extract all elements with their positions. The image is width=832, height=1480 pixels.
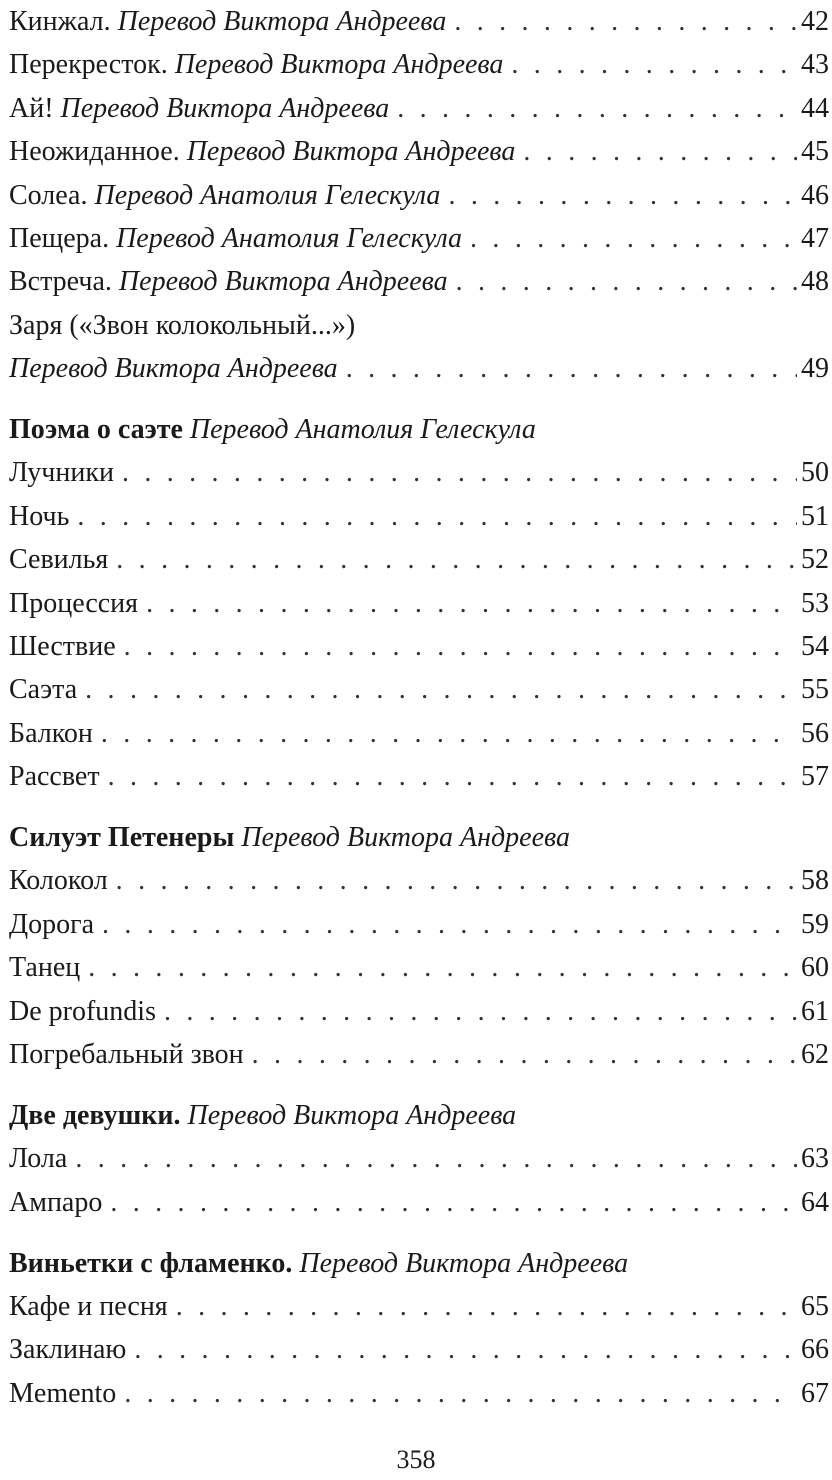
entry-title-group xyxy=(9,451,114,494)
toc-entry xyxy=(9,582,829,625)
dot-leader xyxy=(146,582,797,625)
dot-leader xyxy=(108,755,797,798)
section-heading xyxy=(9,1242,829,1285)
dot-leader xyxy=(134,1328,797,1371)
toc-entry xyxy=(9,451,829,494)
section-translator: Перевод Виктора Андреева xyxy=(187,1099,517,1131)
entry-title-group xyxy=(9,130,515,173)
entry-page-number: 50 xyxy=(801,457,829,489)
entry-title: Лучники xyxy=(9,457,114,489)
entry-page-number: 57 xyxy=(801,761,829,793)
dot-leader xyxy=(124,625,797,668)
toc-entry xyxy=(9,217,829,260)
toc-entry xyxy=(9,174,829,217)
entry-title: Неожиданное. xyxy=(9,136,180,168)
toc-entry xyxy=(9,347,829,390)
toc-entry xyxy=(9,130,829,173)
entry-title: Кафе и песня xyxy=(9,1290,168,1322)
dot-leader xyxy=(454,0,797,43)
dot-leader xyxy=(124,1372,797,1415)
dot-leader xyxy=(116,859,797,902)
entry-page-number: 53 xyxy=(801,587,829,619)
dot-leader xyxy=(122,451,797,494)
toc-entry xyxy=(9,625,829,668)
toc-entry xyxy=(9,946,829,989)
entry-translator: Перевод Виктора Андреева xyxy=(60,92,390,124)
entry-page-number: 62 xyxy=(801,1038,829,1070)
entry-page-number: 64 xyxy=(801,1186,829,1218)
entry-translator: Перевод Анатолия Гелескула xyxy=(94,179,441,211)
section-title: Поэма о саэте xyxy=(9,414,183,446)
entry-title-group xyxy=(9,625,116,668)
entry-page-number: 42 xyxy=(801,6,829,37)
toc-entry xyxy=(9,260,829,303)
dot-leader xyxy=(164,990,797,1033)
section-title: Две девушки. xyxy=(9,1099,181,1131)
entry-title-group xyxy=(9,43,503,86)
toc-entry xyxy=(9,1372,829,1415)
entry-title: Колокол xyxy=(9,865,108,897)
toc-entry xyxy=(9,1181,829,1224)
entry-page-number: 46 xyxy=(801,179,829,211)
entry-page-number: 58 xyxy=(801,865,829,897)
entry-title-group xyxy=(9,1033,244,1076)
toc-entry xyxy=(9,712,829,755)
toc-entry xyxy=(9,1328,829,1371)
dot-leader xyxy=(511,43,797,86)
entry-translator: Перевод Виктора Андреева xyxy=(186,136,516,168)
entry-title-group xyxy=(9,217,462,260)
entry-page-number: 59 xyxy=(801,908,829,940)
entry-page-number: 67 xyxy=(801,1377,829,1409)
entry-title: Шествие xyxy=(9,630,116,662)
entry-page-number: 66 xyxy=(801,1334,829,1366)
dot-leader xyxy=(116,538,797,581)
entry-title: Погребальный звон xyxy=(9,1038,244,1070)
dot-leader xyxy=(75,1137,797,1180)
entry-title-group xyxy=(9,990,156,1033)
toc-entry xyxy=(9,990,829,1033)
entry-page-number: 52 xyxy=(801,544,829,576)
toc-entry xyxy=(9,43,829,86)
entry-title-group xyxy=(9,755,100,798)
toc-entry xyxy=(9,0,829,43)
section-heading xyxy=(9,408,829,451)
entry-title-group xyxy=(9,538,108,581)
table-of-contents xyxy=(9,0,829,1415)
entry-page-number: 44 xyxy=(801,92,829,124)
entry-title-group xyxy=(9,1285,168,1328)
dot-leader xyxy=(448,174,797,217)
dot-leader xyxy=(77,495,797,538)
entry-title-group xyxy=(9,903,94,946)
section-title: Силуэт Петенеры xyxy=(9,822,235,854)
dot-leader xyxy=(176,1285,797,1328)
entry-title-group xyxy=(9,1372,116,1415)
entry-page-number: 47 xyxy=(801,222,829,254)
toc-entry xyxy=(9,87,829,130)
entry-translator: Перевод Виктора Андреева xyxy=(117,6,447,37)
entry-page-number: 48 xyxy=(801,266,829,298)
entry-page-number: 45 xyxy=(801,136,829,168)
dot-leader xyxy=(470,217,797,260)
entry-title: Балкон xyxy=(9,717,93,749)
entry-title: Танец xyxy=(9,952,81,984)
dot-leader xyxy=(252,1033,797,1076)
toc-entry xyxy=(9,538,829,581)
entry-title-group xyxy=(9,1137,67,1180)
entry-page-number: 49 xyxy=(801,353,829,385)
entry-title: Процессия xyxy=(9,587,139,619)
entry-page-number: 63 xyxy=(801,1143,829,1175)
toc-entry xyxy=(9,668,829,711)
entry-page-number: 60 xyxy=(801,952,829,984)
entry-title-group xyxy=(9,712,93,755)
dot-leader xyxy=(456,260,797,303)
entry-title: Ай! xyxy=(9,92,54,124)
entry-page-number: 65 xyxy=(801,1290,829,1322)
section-title: Виньетки с фламенко. xyxy=(9,1247,293,1279)
entry-title-group xyxy=(9,87,389,130)
entry-translator: Перевод Виктора Андреева xyxy=(118,266,448,298)
entry-page-number: 61 xyxy=(801,995,829,1027)
entry-page-number: 54 xyxy=(801,630,829,662)
section-gap xyxy=(9,799,829,817)
entry-title: Пещера. xyxy=(9,222,110,254)
dot-leader xyxy=(523,130,797,173)
section-translator: Перевод Виктора Андреева xyxy=(299,1247,629,1279)
section-heading xyxy=(9,816,829,859)
dot-leader xyxy=(101,712,797,755)
section-heading xyxy=(9,1094,829,1137)
entry-title: De profundis xyxy=(9,995,156,1027)
toc-entry-title-line xyxy=(9,304,829,347)
entry-page-number: 56 xyxy=(801,717,829,749)
entry-title-group xyxy=(9,946,80,989)
toc-entry xyxy=(9,495,829,538)
dot-leader xyxy=(85,668,797,711)
entry-title: Кинжал. xyxy=(9,6,111,37)
entry-page-number: 43 xyxy=(801,49,829,81)
entry-title: Ночь xyxy=(9,500,70,532)
entry-title-group xyxy=(9,0,446,43)
toc-entry xyxy=(9,1033,829,1076)
entry-title-group xyxy=(9,1328,126,1371)
dot-leader xyxy=(88,946,797,989)
section-gap xyxy=(9,1224,829,1242)
entry-title: Лола xyxy=(9,1143,68,1175)
entry-title: Рассвет xyxy=(9,761,100,793)
entry-title: Дорога xyxy=(9,908,95,940)
section-gap xyxy=(9,391,829,409)
dot-leader xyxy=(346,347,797,390)
dot-leader xyxy=(102,903,797,946)
entry-title-group xyxy=(9,668,77,711)
entry-title: Заря («Звон колокольный...») xyxy=(9,309,356,341)
toc-entry xyxy=(9,903,829,946)
entry-title-group xyxy=(9,260,448,303)
entry-title: Саэта xyxy=(9,674,78,706)
dot-leader xyxy=(110,1181,797,1224)
entry-title-group xyxy=(9,174,440,217)
entry-page-number: 55 xyxy=(801,674,829,706)
page-number: 358 xyxy=(396,1445,436,1474)
entry-translator: Перевод Виктора Андреева xyxy=(174,49,504,81)
entry-title-group xyxy=(9,582,138,625)
entry-title: Встреча. xyxy=(9,266,112,298)
entry-page-number: 51 xyxy=(801,500,829,532)
entry-title-group xyxy=(9,495,69,538)
section-translator: Перевод Анатолия Гелескула xyxy=(189,414,536,446)
section-translator: Перевод Виктора Андреева xyxy=(241,822,570,854)
entry-title: Заклинаю xyxy=(9,1334,127,1366)
toc-entry xyxy=(9,755,829,798)
section-gap xyxy=(9,1076,829,1094)
toc-entry xyxy=(9,1285,829,1328)
entry-title-group xyxy=(9,859,108,902)
entry-translator: Перевод Виктора Андреева xyxy=(9,353,338,385)
entry-title: Ампаро xyxy=(9,1186,103,1218)
toc-entry xyxy=(9,859,829,902)
entry-title-group xyxy=(9,1181,102,1224)
entry-title: Севилья xyxy=(9,544,109,576)
dot-leader xyxy=(397,87,797,130)
entry-title: Перекресток. xyxy=(9,49,168,81)
toc-entry xyxy=(9,1137,829,1180)
entry-translator: Перевод Анатолия Гелескула xyxy=(116,222,463,254)
entry-title: Солеа. xyxy=(9,179,88,211)
entry-title: Memento xyxy=(9,1377,117,1409)
